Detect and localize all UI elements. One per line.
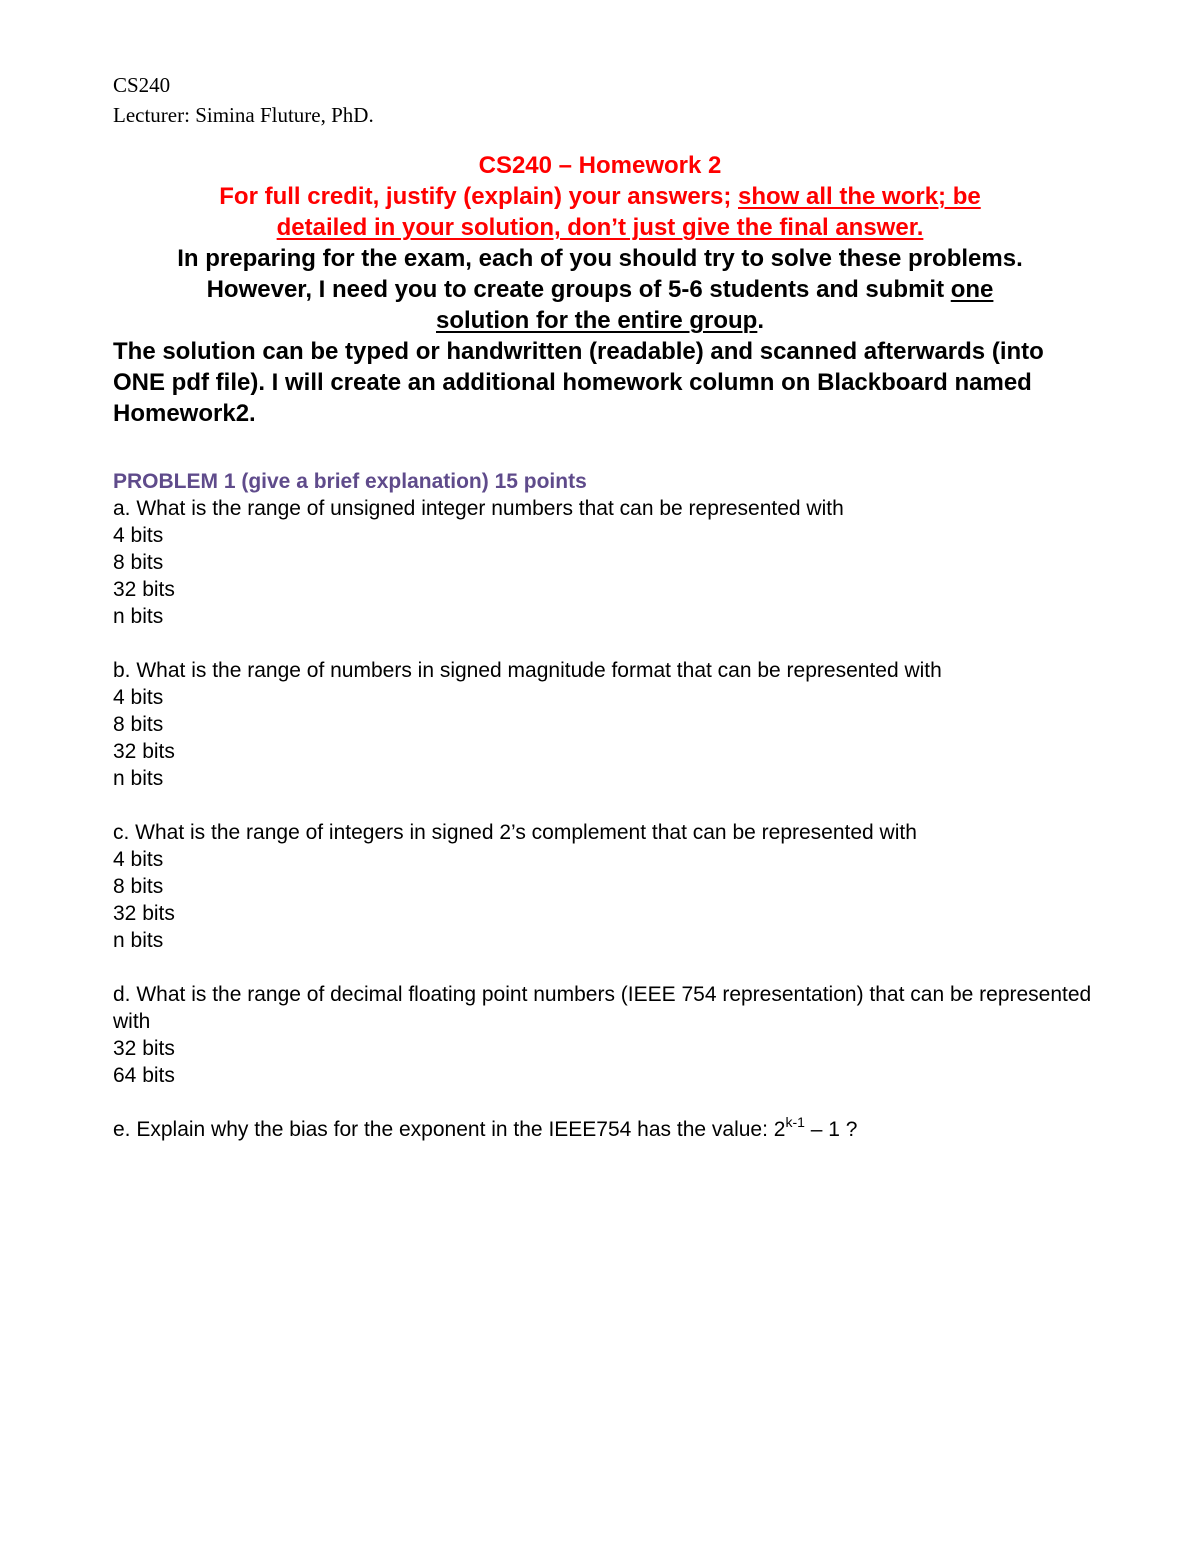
part-a [113, 495, 1093, 630]
problem-1-heading: PROBLEM 1 (give a brief explanation) 15 points [113, 470, 587, 493]
part-e [113, 1116, 1093, 1143]
part-b-question: b. What is the range of numbers in signed magnitude format that can be represented with [113, 659, 942, 682]
part-d-item: 32 bits [113, 1037, 175, 1060]
part-e-question: e. Explain why the bias for the exponent in the IEEE754 has the value: 2 [113, 1118, 786, 1141]
group-instructions [113, 243, 1087, 336]
part-b-item: 8 bits [113, 713, 164, 736]
course-code: CS240 [113, 73, 171, 97]
part-b [113, 657, 1093, 792]
submission-instructions: The solution can be typed or handwritten (readable) and scanned afterwards (into ONE pdf file). I will create an additional homework column on Blackboard named Homework2. [113, 338, 1044, 427]
instruction-group-emphasis: solution for the entire group [436, 307, 758, 334]
part-c-item: 32 bits [113, 902, 175, 925]
instruction-one-emphasis: one [950, 276, 994, 303]
instruction-line-2: However, I need you to create groups of 5-6 students and submit [206, 276, 951, 303]
instruction-line-1: In preparing for the exam, each of you should try to solve these problems. [177, 245, 1023, 272]
part-b-item: 32 bits [113, 740, 175, 763]
part-a-question: a. What is the range of unsigned integer numbers that can be represented with [113, 497, 844, 520]
part-a-item: 4 bits [113, 524, 164, 547]
part-b-item: 4 bits [113, 686, 164, 709]
part-d-item: 64 bits [113, 1064, 175, 1087]
part-e-tail: – 1 ? [804, 1118, 858, 1141]
part-c-item: 4 bits [113, 848, 164, 871]
course-header [113, 70, 374, 130]
homework-title: CS240 – Homework 2 [478, 152, 722, 179]
part-d-question: d. What is the range of decimal floating point numbers (IEEE 754 representation) that can be represented with [113, 983, 1092, 1033]
part-a-item: 8 bits [113, 551, 164, 574]
part-c-item: n bits [113, 929, 164, 952]
problem-1 [113, 468, 1093, 1143]
credit-note [113, 181, 1087, 243]
instruction-period: . [757, 307, 764, 334]
part-d [113, 981, 1093, 1089]
part-a-item: 32 bits [113, 578, 175, 601]
credit-note-emphasis-1: show all the work; be [738, 183, 981, 210]
part-a-item: n bits [113, 605, 164, 628]
part-b-item: n bits [113, 767, 164, 790]
assignment-intro [113, 150, 1087, 429]
part-e-exponent: k-1 [785, 1114, 805, 1130]
part-c-item: 8 bits [113, 875, 164, 898]
part-c [113, 819, 1093, 954]
credit-note-emphasis-2: detailed in your solution, don’t just give the final answer. [276, 214, 924, 241]
part-c-question: c. What is the range of integers in signed 2’s complement that can be represented with [113, 821, 917, 844]
lecturer-name: Lecturer: Simina Fluture, PhD. [113, 103, 374, 127]
credit-note-text: For full credit, justify (explain) your answers; [219, 183, 739, 210]
